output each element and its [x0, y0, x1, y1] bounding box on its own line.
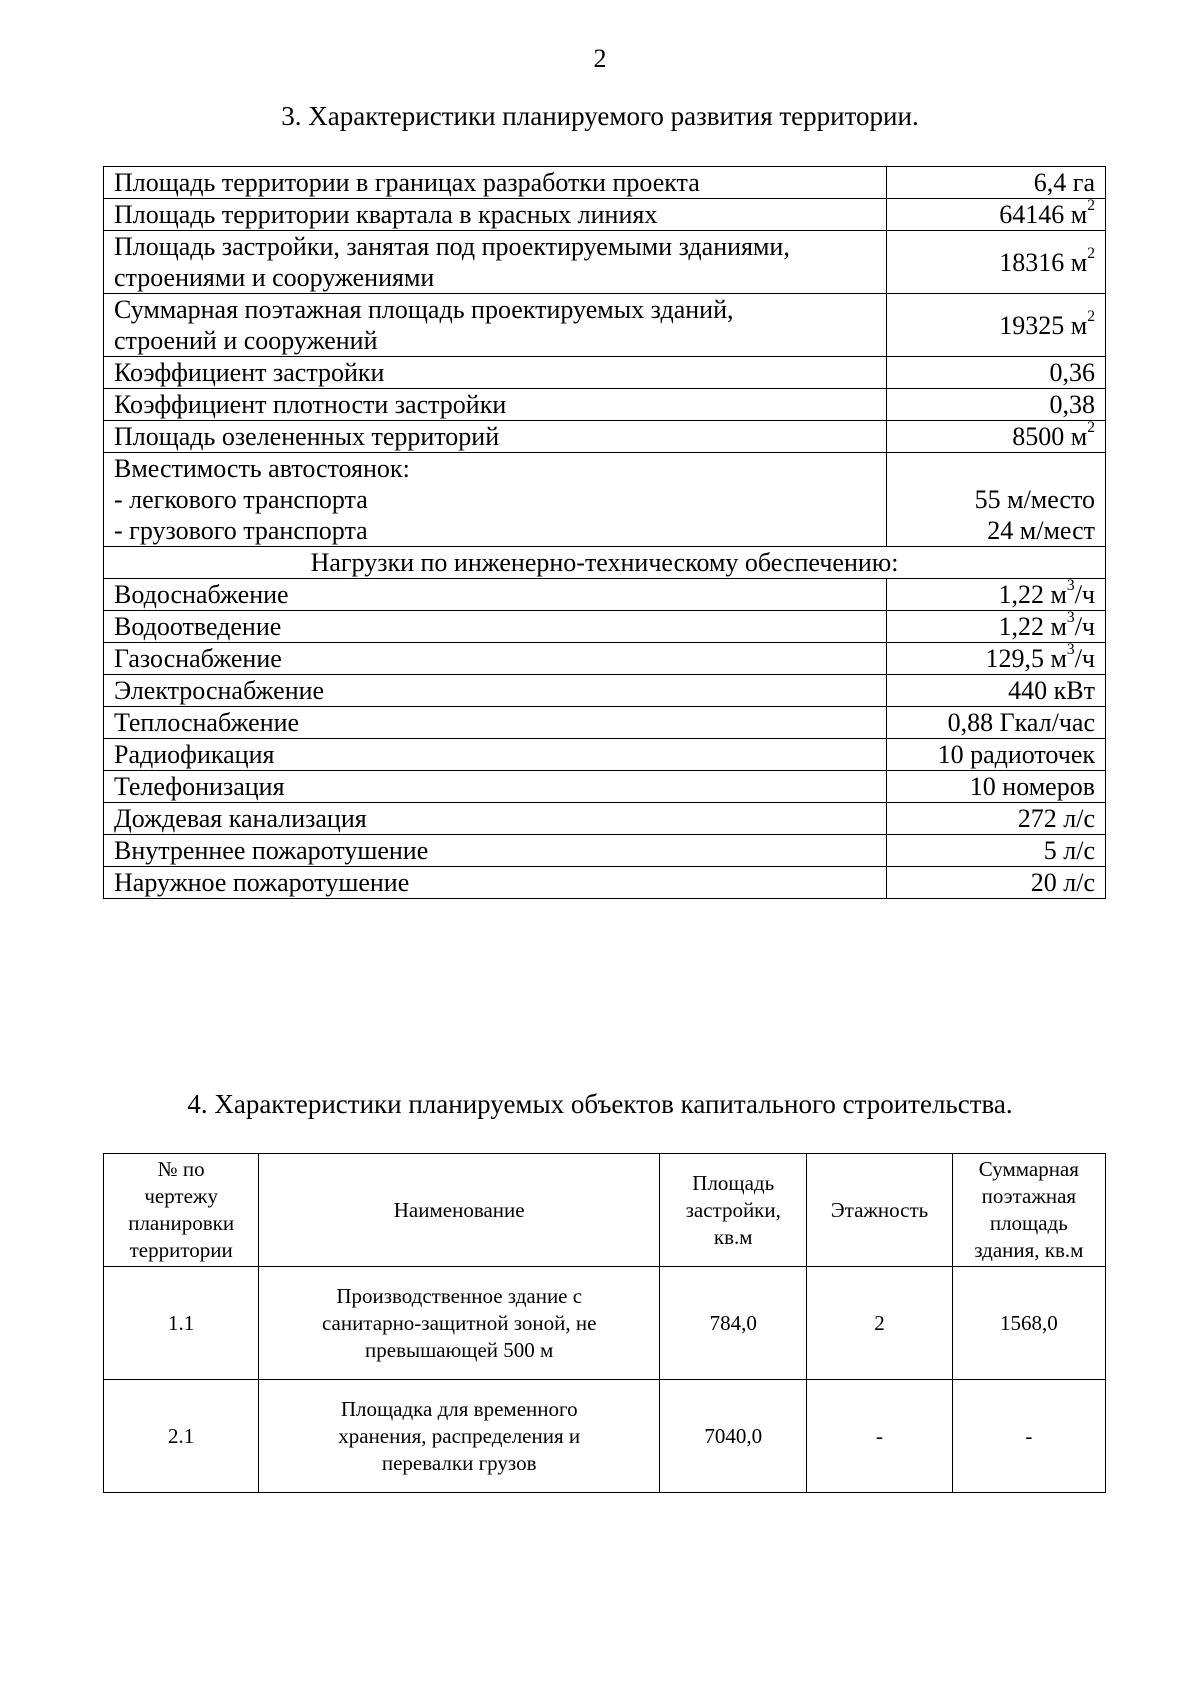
unit-suffix: /ч [1074, 612, 1095, 641]
load-value: 5 л/с [1043, 836, 1095, 865]
cell-text: - [876, 1423, 884, 1448]
header-text: планировки [128, 1211, 235, 1235]
table-row [104, 231, 1106, 294]
cell-text: 7040,0 [704, 1423, 763, 1448]
load-value-cell [887, 739, 1106, 771]
parameter-cell [104, 231, 887, 294]
table-row [104, 771, 1106, 803]
table-row [104, 835, 1106, 867]
table-cell [259, 1380, 660, 1493]
section-3-title: 3. Характеристики планируемого развития территории. [281, 101, 919, 131]
parameter-label: Суммарная поэтажная площадь проектируемых зданий, [114, 295, 734, 324]
header-text: кв.м [713, 1224, 753, 1249]
table-row [104, 803, 1106, 835]
header-floors [807, 1154, 952, 1267]
table-row [104, 1267, 1106, 1380]
load-label: Водоснабжение [104, 579, 887, 611]
header-text: площадь [989, 1211, 1068, 1235]
table-row [104, 421, 1106, 453]
cell-text: Площадка для временного [340, 1396, 578, 1421]
header-text: здания, кв.м [974, 1238, 1084, 1262]
load-label: Радиофикация [104, 739, 887, 771]
parameter-value: 8500 м [1012, 422, 1088, 451]
load-label: Наружное пожаротушение [104, 867, 887, 899]
table-row [104, 167, 1106, 199]
parameter-cell [104, 294, 887, 357]
table-row [104, 357, 1106, 389]
value-cell [887, 453, 1106, 547]
load-value: 129,5 м [985, 644, 1067, 673]
parameter-label: - легкового транспорта [114, 485, 368, 514]
unit-exponent: 2 [1087, 244, 1095, 262]
table-row [104, 867, 1106, 899]
cell-text: 2 [874, 1310, 885, 1335]
parameter-label: Коэффициент застройки [114, 358, 385, 387]
unit-exponent: 3 [1066, 577, 1075, 595]
table-row [104, 707, 1106, 739]
cell-text: хранения, распределения и [338, 1423, 581, 1448]
load-value: 1,22 м [998, 580, 1067, 609]
header-building-area [660, 1154, 807, 1267]
value-cell [887, 357, 1106, 389]
table-row [104, 1380, 1106, 1493]
parameter-value: 24 м/мест [987, 516, 1095, 545]
load-label: Дождевая канализация [104, 803, 887, 835]
load-label: Электроснабжение [104, 675, 887, 707]
table-row [104, 611, 1106, 643]
parameter-label: Площадь территории в границах разработки проекта [114, 168, 700, 197]
table-cell [259, 1267, 660, 1380]
table-row [104, 675, 1106, 707]
table-row [104, 199, 1106, 231]
parameter-value: 64146 м [999, 200, 1088, 229]
table-subheader-row [104, 547, 1106, 579]
table-cell [952, 1380, 1105, 1493]
unit-exponent: 2 [1087, 197, 1095, 215]
header-text: застройки, [685, 1197, 781, 1222]
capital-objects-table [103, 1153, 1106, 1493]
unit-suffix: /ч [1074, 580, 1095, 609]
parameter-value: 0,38 [1049, 390, 1095, 419]
value-cell [887, 199, 1106, 231]
value-cell [887, 421, 1106, 453]
header-total-floor-area [952, 1154, 1105, 1267]
header-name [259, 1154, 660, 1267]
load-label: Водоотведение [104, 611, 887, 643]
cell-text: 1568,0 [999, 1310, 1058, 1335]
table-row [104, 643, 1106, 675]
parameter-label: Площадь застройки, занятая под проектируемыми зданиями, [114, 232, 790, 261]
table-cell [807, 1380, 952, 1493]
parameter-value: 6,4 га [1033, 168, 1095, 197]
load-label: Внутреннее пожаротушение [104, 835, 887, 867]
cell-text: 2.1 [168, 1423, 195, 1448]
unit-exponent: 2 [1087, 419, 1095, 437]
parameter-cell [104, 357, 887, 389]
parameter-label: строений и сооружений [114, 326, 378, 355]
load-value-cell [887, 707, 1106, 739]
load-value: 10 номеров [969, 772, 1095, 801]
header-text: Наименование [393, 1197, 525, 1222]
parameter-cell [104, 421, 887, 453]
unit-exponent: 3 [1066, 609, 1075, 627]
parameter-label: строениями и сооружениями [114, 263, 435, 292]
cell-text: превышающей 500 м [365, 1337, 554, 1362]
table-cell [104, 1267, 259, 1380]
parameter-label: Вместимость автостоянок: [114, 454, 410, 483]
load-value-cell [887, 675, 1106, 707]
header-text: Этажность [830, 1197, 929, 1222]
parameter-cell [104, 389, 887, 421]
unit-exponent: 3 [1066, 641, 1075, 659]
header-text: чертежу [144, 1184, 218, 1208]
cell-text: санитарно-защитной зоной, не [321, 1310, 597, 1335]
parameter-value: 55 м/место [974, 485, 1095, 514]
engineering-loads-header: Нагрузки по инженерно-техническому обеспечению: [104, 547, 1106, 579]
page-number: 2 [593, 44, 607, 73]
parameter-cell [104, 453, 887, 547]
cell-text: 1.1 [168, 1310, 195, 1335]
load-value: 272 л/с [1017, 804, 1095, 833]
parameter-value: 18316 м [999, 247, 1088, 277]
load-label: Теплоснабжение [104, 707, 887, 739]
load-value-cell [887, 643, 1106, 675]
header-text: поэтажная [981, 1184, 1077, 1208]
load-value-cell [887, 771, 1106, 803]
cell-text: - [1025, 1423, 1033, 1448]
table-cell [660, 1380, 807, 1493]
table-row [104, 739, 1106, 771]
table-row [104, 294, 1106, 357]
cell-text: перевалки грузов [381, 1450, 537, 1475]
table-row [104, 389, 1106, 421]
unit-suffix: /ч [1074, 644, 1095, 673]
load-label: Газоснабжение [104, 643, 887, 675]
load-value: 10 радиоточек [937, 740, 1095, 769]
parameter-value: 19325 м [999, 310, 1088, 340]
value-cell [887, 294, 1106, 357]
header-text: Площадь [692, 1170, 775, 1195]
parameter-label: Коэффициент плотности застройки [114, 390, 507, 419]
table-cell [660, 1267, 807, 1380]
parameter-cell [104, 199, 887, 231]
value-cell [887, 167, 1106, 199]
load-value: 440 кВт [1008, 676, 1095, 705]
header-drawing-number [104, 1154, 259, 1267]
load-value-cell [887, 803, 1106, 835]
parameter-value: 0,36 [1049, 358, 1095, 387]
header-text: Суммарная [978, 1157, 1079, 1181]
cell-text: 784,0 [709, 1310, 757, 1335]
header-text: территории [129, 1238, 233, 1262]
cell-text: Производственное здание с [336, 1283, 583, 1308]
header-text: № по [157, 1157, 205, 1181]
table-cell [104, 1380, 259, 1493]
value-cell [887, 389, 1106, 421]
load-value-cell [887, 611, 1106, 643]
unit-exponent: 2 [1087, 307, 1095, 325]
load-value-cell [887, 867, 1106, 899]
load-label: Телефонизация [104, 771, 887, 803]
table-row [104, 453, 1106, 547]
parameter-cell [104, 167, 887, 199]
table-cell [952, 1267, 1105, 1380]
load-value: 1,22 м [998, 612, 1067, 641]
table-cell [807, 1267, 952, 1380]
section-4-title: 4. Характеристики планируемых объектов капитального строительства. [187, 1089, 1013, 1119]
table-row [104, 579, 1106, 611]
load-value: 20 л/с [1030, 868, 1095, 897]
territory-characteristics-table [103, 166, 1106, 899]
parameter-label: - грузового транспорта [114, 516, 368, 545]
load-value: 0,88 Гкал/час [947, 708, 1095, 737]
load-value-cell [887, 579, 1106, 611]
parameter-label: Площадь озелененных территорий [114, 422, 500, 451]
load-value-cell [887, 835, 1106, 867]
parameter-label: Площадь территории квартала в красных линиях [114, 200, 658, 229]
value-cell [887, 231, 1106, 294]
